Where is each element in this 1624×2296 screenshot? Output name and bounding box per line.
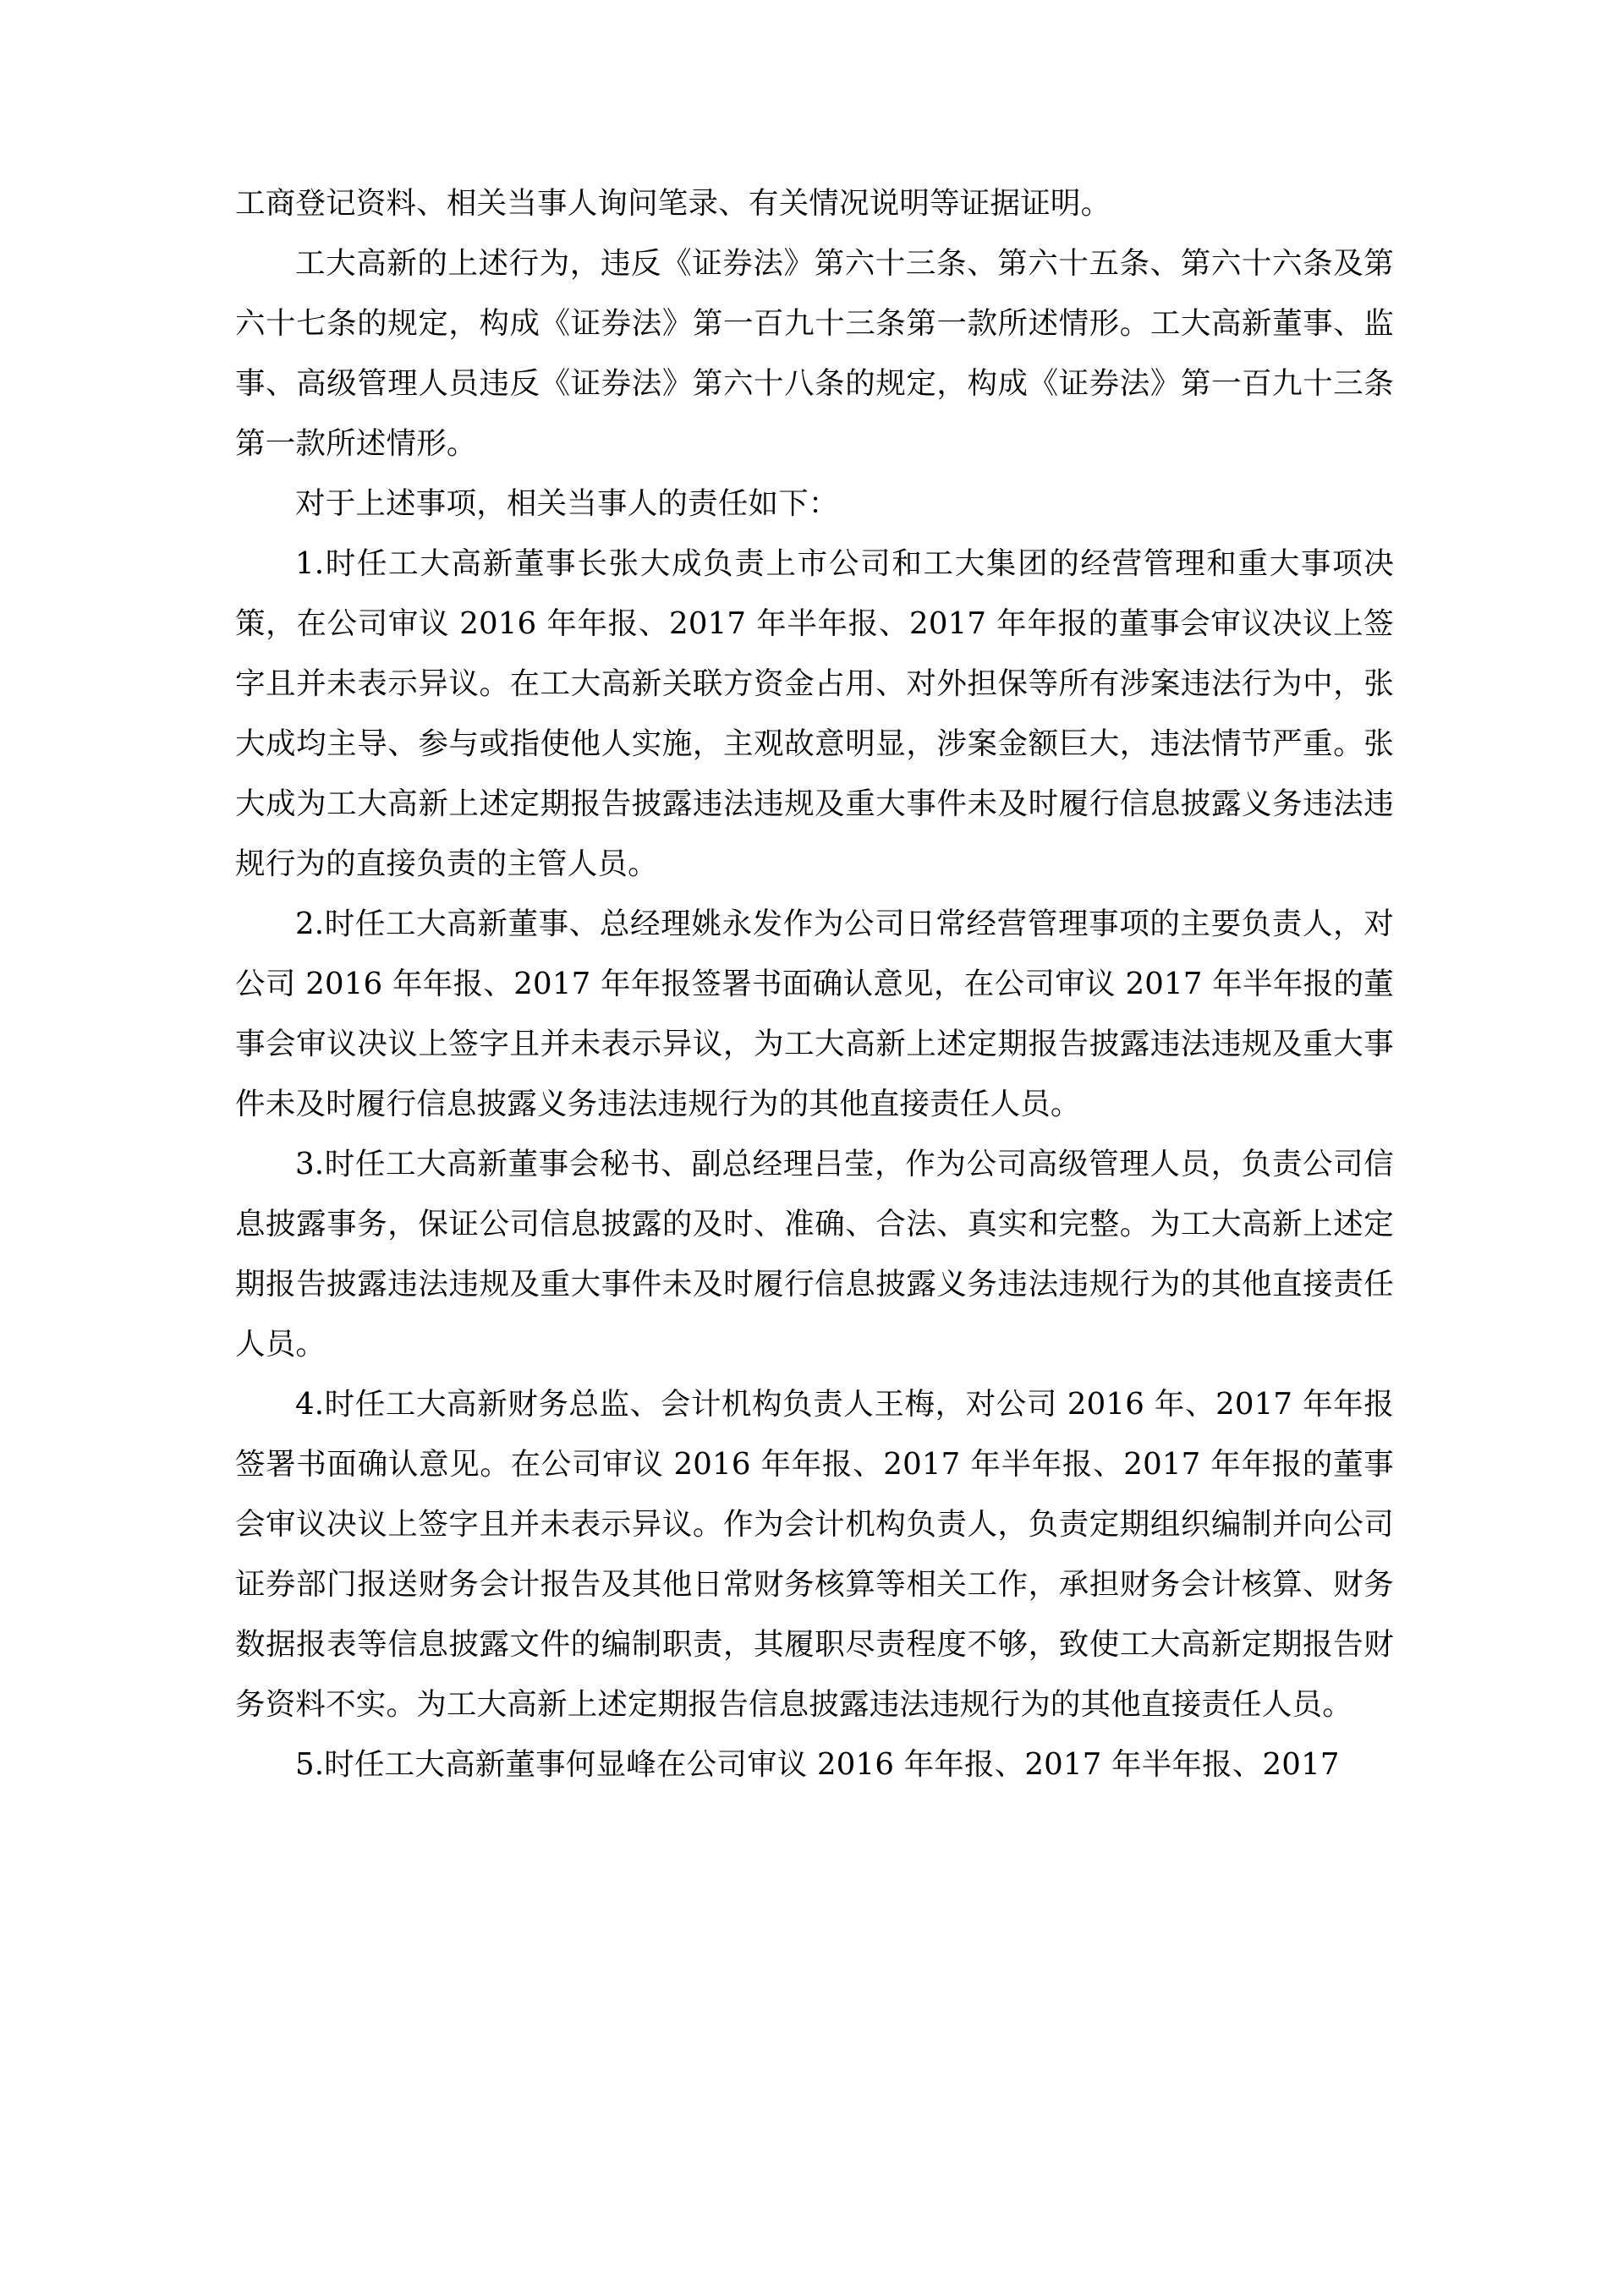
paragraph-item-1: 1.时任工大高新董事长张大成负责上市公司和工大集团的经营管理和重大事项决策，在公司审议 2016 年年报、2017 年半年报、2017 年年报的董事会审议决议上签字且并未表示异议。在工大高新关联方资金占用、对外担保等所有涉案违法行为中，张大成均主导、参与或指使他人实施，主观故意明显，涉案金额巨大，违法情节严重。张大成为工大高新上述定期报告披露违法违规及重大事件未及时履行信息披露义务违法违规行为的直接负责的主管人员。 [235,546,1394,881]
paragraph-item-2: 2.时任工大高新董事、总经理姚永发作为公司日常经营管理事项的主要负责人，对公司 2016 年年报、2017 年年报签署书面确认意见，在公司审议 2017 年半年报的董事会审议决议上签字且并未表示异议，为工大高新上述定期报告披露违法违规及重大事件未及时履行信息披露义务违法违规行为的其他直接责任人员。 [235,907,1394,1121]
paragraph-item-4: 4.时任工大高新财务总监、会计机构负责人王梅，对公司 2016 年、2017 年年报签署书面确认意见。在公司审议 2016 年年报、2017 年半年报、2017 年年报的董事会审议决议上签字且并未表示异议。作为会计机构负责人，负责定期组织编制并向公司证券部门报送财务会计报告及其他日常财务核算等相关工作，承担财务会计核算、财务数据报表等信息披露文件的编制职责，其履职尽责程度不够，致使工大高新定期报告财务资料不实。为工大高新上述定期报告信息披露违法违规行为的其他直接责任人员。 [235,1387,1394,1722]
paragraph-evidence: 工商登记资料、相关当事人询问笔录、有关情况说明等证据证明。 [235,186,1111,221]
paragraph-responsibility-intro: 对于上述事项，相关当事人的责任如下： [295,486,839,521]
paragraph-item-3: 3.时任工大高新董事会秘书、副总经理吕莹，作为公司高级管理人员，负责公司信息披露事务，保证公司信息披露的及时、准确、合法、真实和完整。为工大高新上述定期报告披露违法违规及重大事件未及时履行信息披露义务违法违规行为的其他直接责任人员。 [235,1147,1394,1362]
document-body [235,173,1394,1795]
paragraph-violation-summary: 工大高新的上述行为，违反《证券法》第六十三条、第六十五条、第六十六条及第六十七条的规定，构成《证券法》第一百九十三条第一款所述情形。工大高新董事、监事、高级管理人员违反《证券法》第六十八条的规定，构成《证券法》第一百九十三条第一款所述情形。 [235,246,1394,461]
paragraph-item-5: 5.时任工大高新董事何显峰在公司审议 2016 年年报、2017 年半年报、2017 [295,1747,1340,1782]
